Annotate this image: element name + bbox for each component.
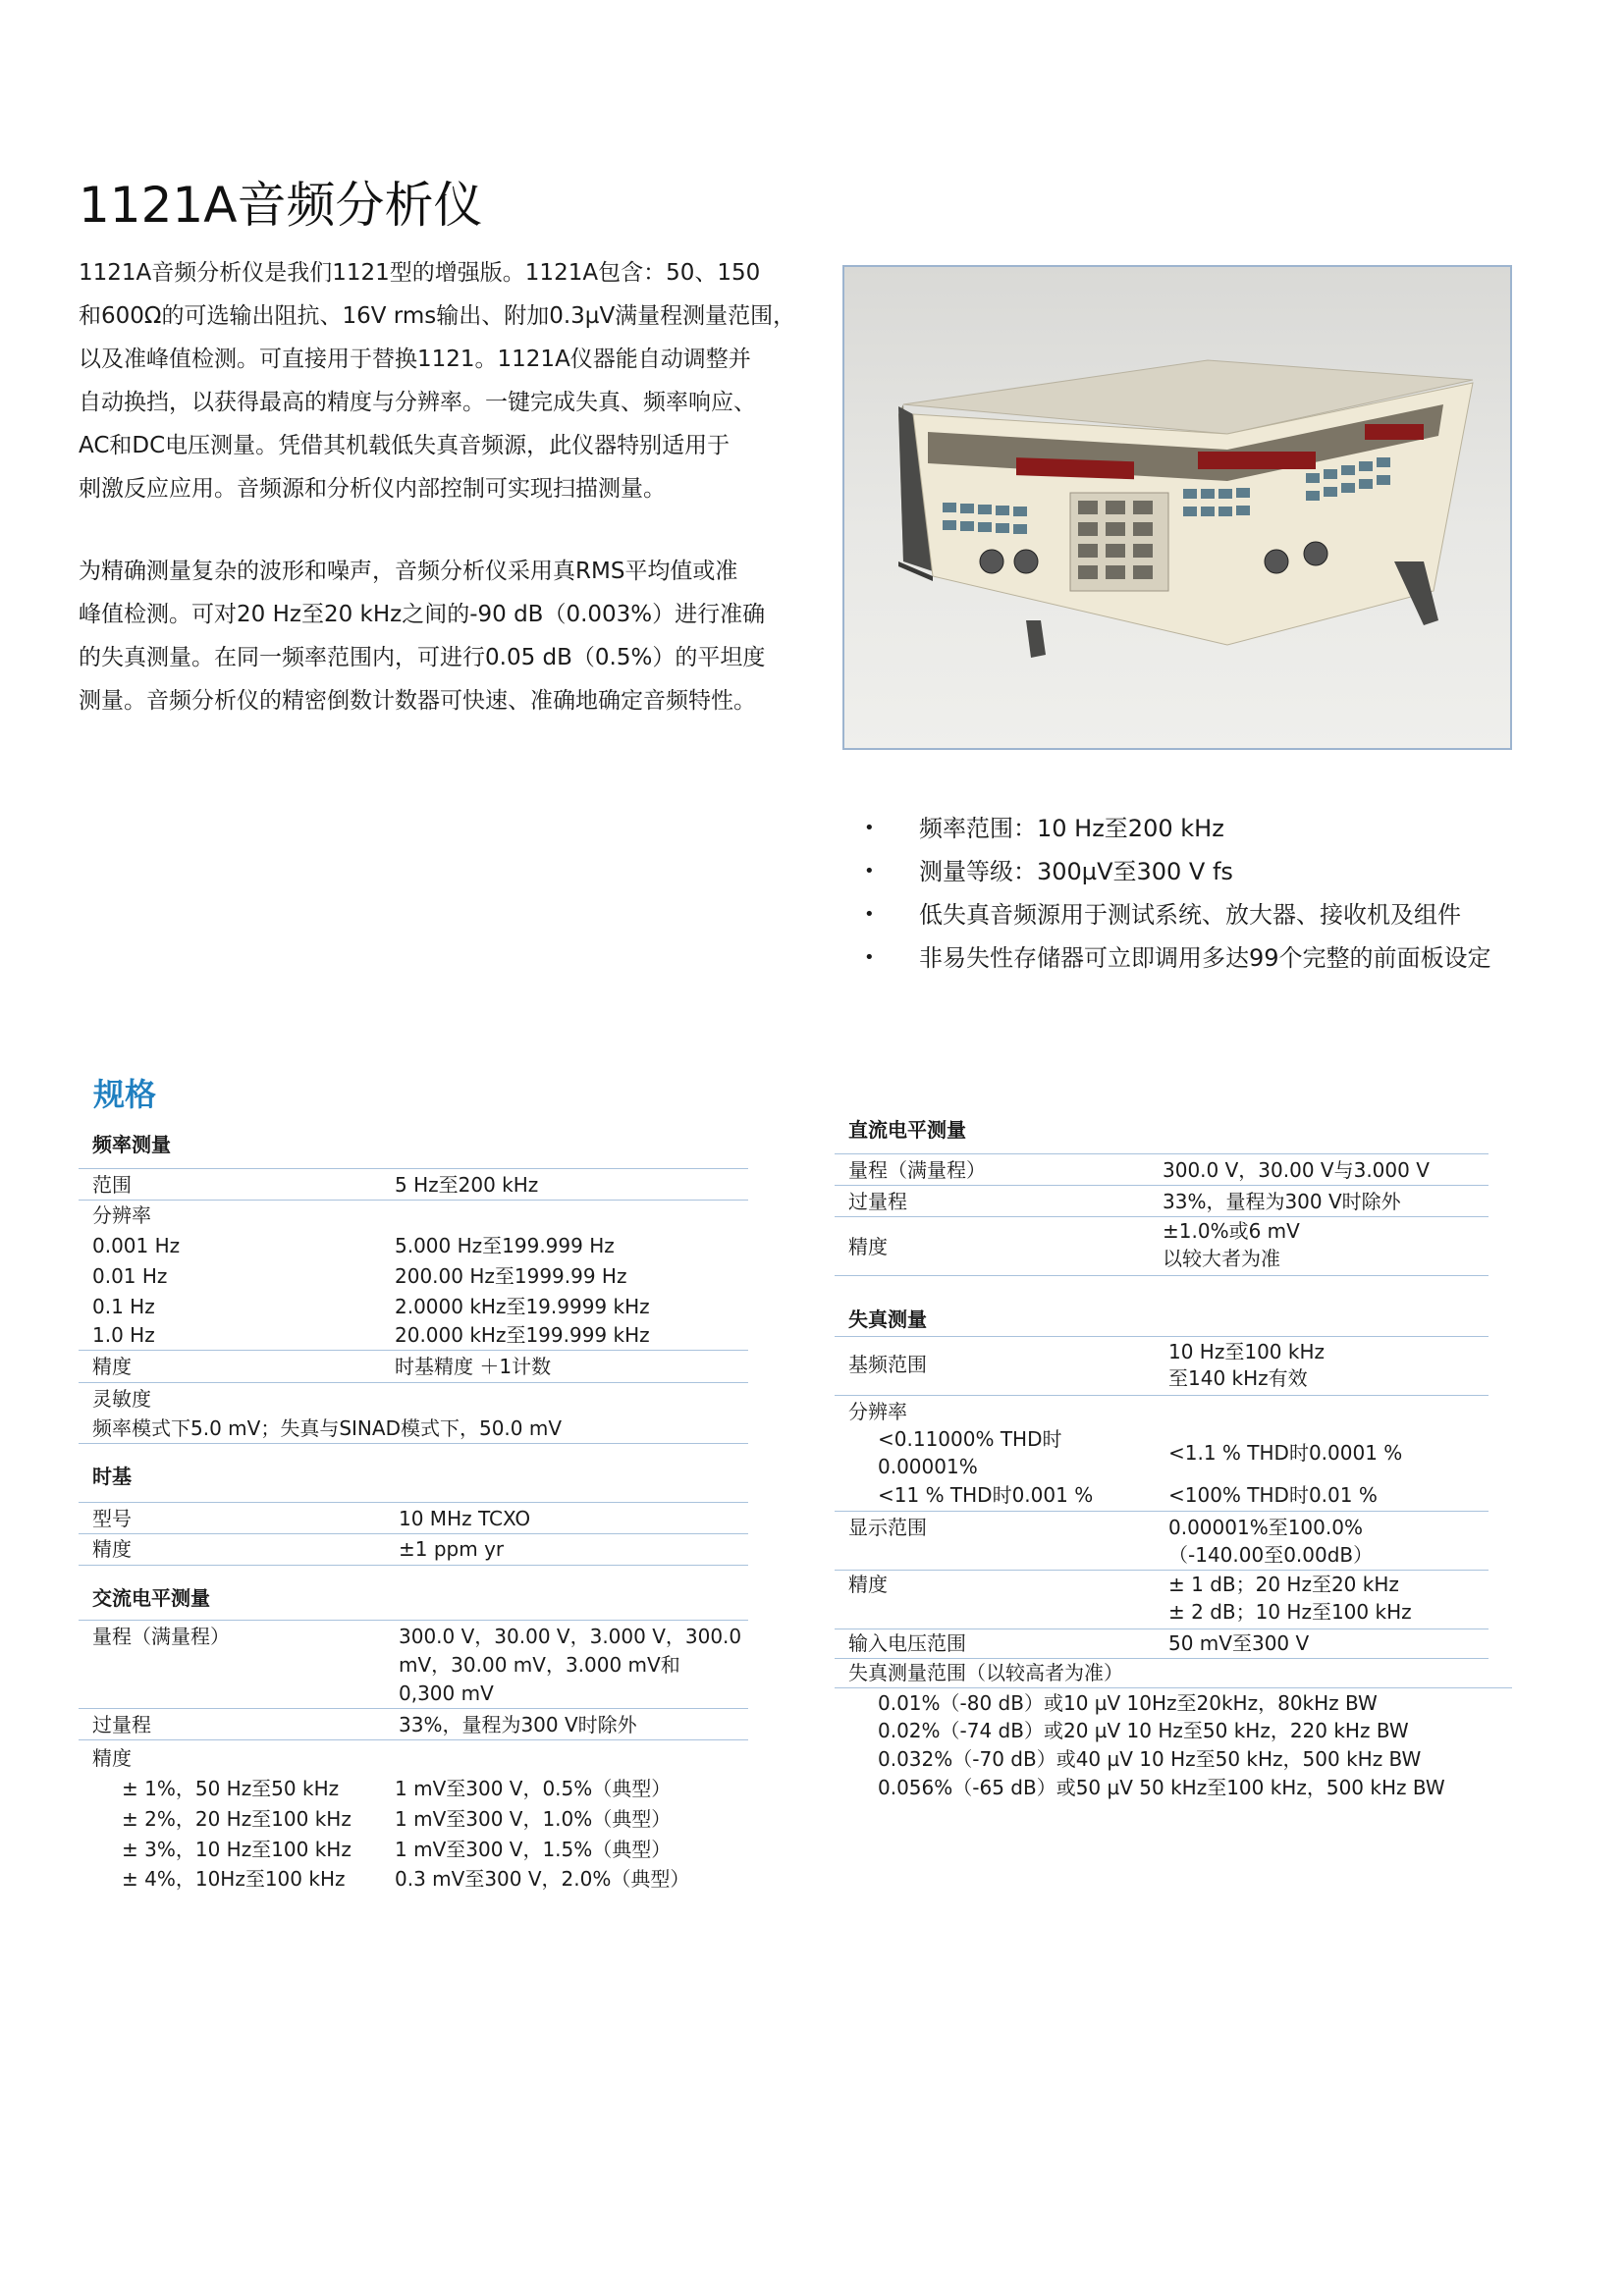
- spec-value: 5.000 Hz至199.999 Hz: [395, 1234, 615, 1257]
- spec-label: 0.01 Hz: [92, 1264, 168, 1288]
- spec-label: 精度: [848, 1235, 888, 1258]
- divider: [79, 1443, 748, 1444]
- spec-label: 0.02%（-74 dB）或20 µV 10 Hz至50 kHz，220 kHz BW: [878, 1719, 1409, 1742]
- divider: [79, 1350, 748, 1351]
- specs-left-column: [79, 1129, 748, 1914]
- spec-label: ± 1%，50 Hz至50 kHz: [122, 1777, 340, 1800]
- spec-label: 过量程: [92, 1713, 151, 1736]
- spec-value: 33%，量程为300 V时除外: [1163, 1190, 1401, 1213]
- spec-value: 0.3 mV至300 V，2.0%（典型）: [395, 1867, 690, 1891]
- spec-label: 0.1 Hz: [92, 1295, 155, 1318]
- divider: [79, 1739, 748, 1740]
- spec-value: （-140.00至0.00dB）: [1168, 1543, 1374, 1567]
- list-item: [856, 807, 1491, 850]
- intro-line: 的失真测量。在同一频率范围内，可进行0.05 dB（0.5%）的平坦度: [79, 645, 766, 670]
- divider: [835, 1153, 1489, 1154]
- divider: [79, 1708, 748, 1709]
- intro-line: 峰值检测。可对20 Hz至20 kHz之间的-90 dB（0.003%）进行准确: [79, 602, 766, 627]
- audio-analyzer-illustration: [844, 267, 1510, 748]
- spec-value: 2.0000 kHz至19.9999 kHz: [395, 1295, 650, 1318]
- specs-right-column: [835, 1114, 1489, 1821]
- section-heading-ac-level: 交流电平测量: [92, 1586, 210, 1610]
- spec-label: ± 4%，10Hz至100 kHz: [122, 1867, 346, 1891]
- spec-value: 300.0 V，30.00 V，3.000 V，300.0: [399, 1625, 742, 1648]
- spec-label: 过量程: [848, 1190, 907, 1213]
- divider: [79, 1200, 748, 1201]
- intro-paragraph-2: [79, 550, 825, 722]
- divider: [79, 1382, 748, 1383]
- bullet-icon: •: [864, 861, 875, 881]
- spec-label: 频率模式下5.0 mV；失真与SINAD模式下，50.0 mV: [92, 1416, 563, 1440]
- divider: [835, 1395, 1489, 1396]
- page-title: 1121A音频分析仪: [79, 176, 483, 234]
- divider: [835, 1511, 1489, 1512]
- spec-value: 时基精度 ＋1计数: [395, 1355, 552, 1378]
- spec-value: ± 1 dB；20 Hz至20 kHz: [1168, 1573, 1399, 1596]
- spec-value: ±1.0%或6 mV: [1163, 1219, 1300, 1243]
- spec-label: 分辨率: [92, 1203, 151, 1227]
- spec-value: 1 mV至300 V，1.0%（典型）: [395, 1807, 672, 1831]
- divider: [79, 1168, 748, 1169]
- specs-heading: 规格: [93, 1076, 157, 1113]
- spec-value: <1.1 % THD时0.0001 %: [1168, 1441, 1403, 1465]
- spec-label: 0.01%（-80 dB）或10 µV 10Hz至20kHz，80kHz BW: [878, 1691, 1378, 1715]
- spec-label: <11 % THD时0.001 %: [878, 1483, 1094, 1507]
- spec-label: 基频范围: [848, 1353, 927, 1376]
- divider: [79, 1533, 748, 1534]
- section-heading-timebase: 时基: [92, 1465, 132, 1488]
- spec-value: 至140 kHz有效: [1168, 1366, 1308, 1390]
- product-photo: [842, 265, 1512, 750]
- spec-label: 型号: [92, 1507, 132, 1530]
- divider: [835, 1570, 1489, 1571]
- spec-value: <100% THD时0.01 %: [1168, 1483, 1378, 1507]
- spec-value: 5 Hz至200 kHz: [395, 1173, 539, 1197]
- spec-label: 量程（满量程）: [92, 1625, 230, 1648]
- divider: [835, 1216, 1489, 1217]
- spec-label: 0.00001%: [878, 1455, 978, 1478]
- spec-value: 10 MHz TCXO: [399, 1507, 531, 1530]
- feature-list: [856, 807, 1491, 980]
- spec-label: ± 2%，20 Hz至100 kHz: [122, 1807, 352, 1831]
- spec-value: 10 Hz至100 kHz: [1168, 1340, 1325, 1363]
- intro-line: 自动换挡，以获得最高的精度与分辨率。一键完成失真、频率响应、: [79, 390, 756, 415]
- spec-label: 0.032%（-70 dB）或40 µV 10 Hz至50 kHz，500 kHz BW: [878, 1747, 1422, 1771]
- intro-line: AC和DC电压测量。凭借其机载低失真音频源，此仪器特别适用于: [79, 433, 731, 458]
- feature-text: 测量等级：300µV至300 V fs: [919, 858, 1233, 885]
- divider: [835, 1275, 1489, 1276]
- intro-line: 测量。音频分析仪的精密倒数计数器可快速、准确地确定音频特性。: [79, 688, 756, 714]
- spec-label: 分辨率: [848, 1400, 907, 1423]
- feature-text: 频率范围：10 Hz至200 kHz: [919, 815, 1224, 842]
- section-heading-distortion: 失真测量: [848, 1308, 927, 1331]
- spec-value: 50 mV至300 V: [1168, 1631, 1310, 1655]
- intro-line: 以及准峰值检测。可直接用于替换1121。1121A仪器能自动调整并: [79, 347, 751, 372]
- spec-value: 1 mV至300 V，0.5%（典型）: [395, 1777, 672, 1800]
- divider: [79, 1620, 748, 1621]
- bullet-icon: •: [864, 818, 875, 838]
- spec-value: 20.000 kHz至199.999 kHz: [395, 1323, 650, 1347]
- feature-text: 非易失性存储器可立即调用多达99个完整的前面板设定: [919, 944, 1491, 972]
- spec-value: mV，30.00 mV，3.000 mV和: [399, 1653, 680, 1677]
- bullet-icon: •: [864, 904, 875, 925]
- spec-value: 33%，量程为300 V时除外: [399, 1713, 637, 1736]
- bullet-icon: •: [864, 947, 875, 968]
- spec-value: 200.00 Hz至1999.99 Hz: [395, 1264, 627, 1288]
- spec-value: 0,300 mV: [399, 1682, 494, 1705]
- intro-line: 刺激反应应用。音频源和分析仪内部控制可实现扫描测量。: [79, 476, 666, 502]
- divider: [79, 1502, 748, 1503]
- spec-label: 精度: [92, 1746, 132, 1770]
- list-item: [856, 936, 1491, 980]
- spec-label: 灵敏度: [92, 1387, 151, 1411]
- spec-value: ± 2 dB；10 Hz至100 kHz: [1168, 1600, 1412, 1624]
- spec-label: 输入电压范围: [848, 1631, 966, 1655]
- section-heading-frequency: 频率测量: [92, 1133, 171, 1156]
- intro-line: 1121A音频分析仪是我们1121型的增强版。1121A包含：50、150: [79, 260, 761, 286]
- spec-label: 范围: [92, 1173, 132, 1197]
- spec-label: 精度: [92, 1537, 132, 1561]
- feature-text: 低失真音频源用于测试系统、放大器、接收机及组件: [919, 901, 1461, 929]
- divider: [79, 1565, 748, 1566]
- intro-line: 和600Ω的可选输出阻抗、16V rms输出、附加0.3µV满量程测量范围，: [79, 303, 796, 329]
- spec-label: 1.0 Hz: [92, 1323, 155, 1347]
- spec-label: 量程（满量程）: [848, 1158, 986, 1182]
- divider: [835, 1336, 1489, 1337]
- spec-value: 1 mV至300 V，1.5%（典型）: [395, 1838, 672, 1861]
- divider: [835, 1687, 1512, 1688]
- list-item: [856, 893, 1491, 936]
- spec-value: ±1 ppm yr: [399, 1537, 505, 1561]
- spec-label: 精度: [92, 1355, 132, 1378]
- spec-label: 0.001 Hz: [92, 1234, 181, 1257]
- spec-label: 失真测量范围（以较高者为准）: [848, 1661, 1123, 1684]
- spec-label: 0.056%（-65 dB）或50 µV 50 kHz至100 kHz，500 kHz BW: [878, 1776, 1445, 1799]
- spec-value: 0.00001%至100.0%: [1168, 1516, 1363, 1539]
- spec-label: ± 3%，10 Hz至100 kHz: [122, 1838, 352, 1861]
- spec-value: 以较大者为准: [1163, 1247, 1280, 1270]
- intro-line: 为精确测量复杂的波形和噪声，音频分析仪采用真RMS平均值或准: [79, 559, 738, 584]
- spec-label: 精度: [848, 1573, 888, 1596]
- divider: [835, 1185, 1489, 1186]
- spec-label: <0.11000% THD时: [878, 1427, 1062, 1451]
- intro-paragraph-1: [79, 251, 825, 510]
- list-item: [856, 850, 1491, 893]
- divider: [835, 1658, 1489, 1659]
- spec-value: 300.0 V，30.00 V与3.000 V: [1163, 1158, 1430, 1182]
- spec-label: 显示范围: [848, 1516, 927, 1539]
- section-heading-dc-level: 直流电平测量: [848, 1118, 966, 1142]
